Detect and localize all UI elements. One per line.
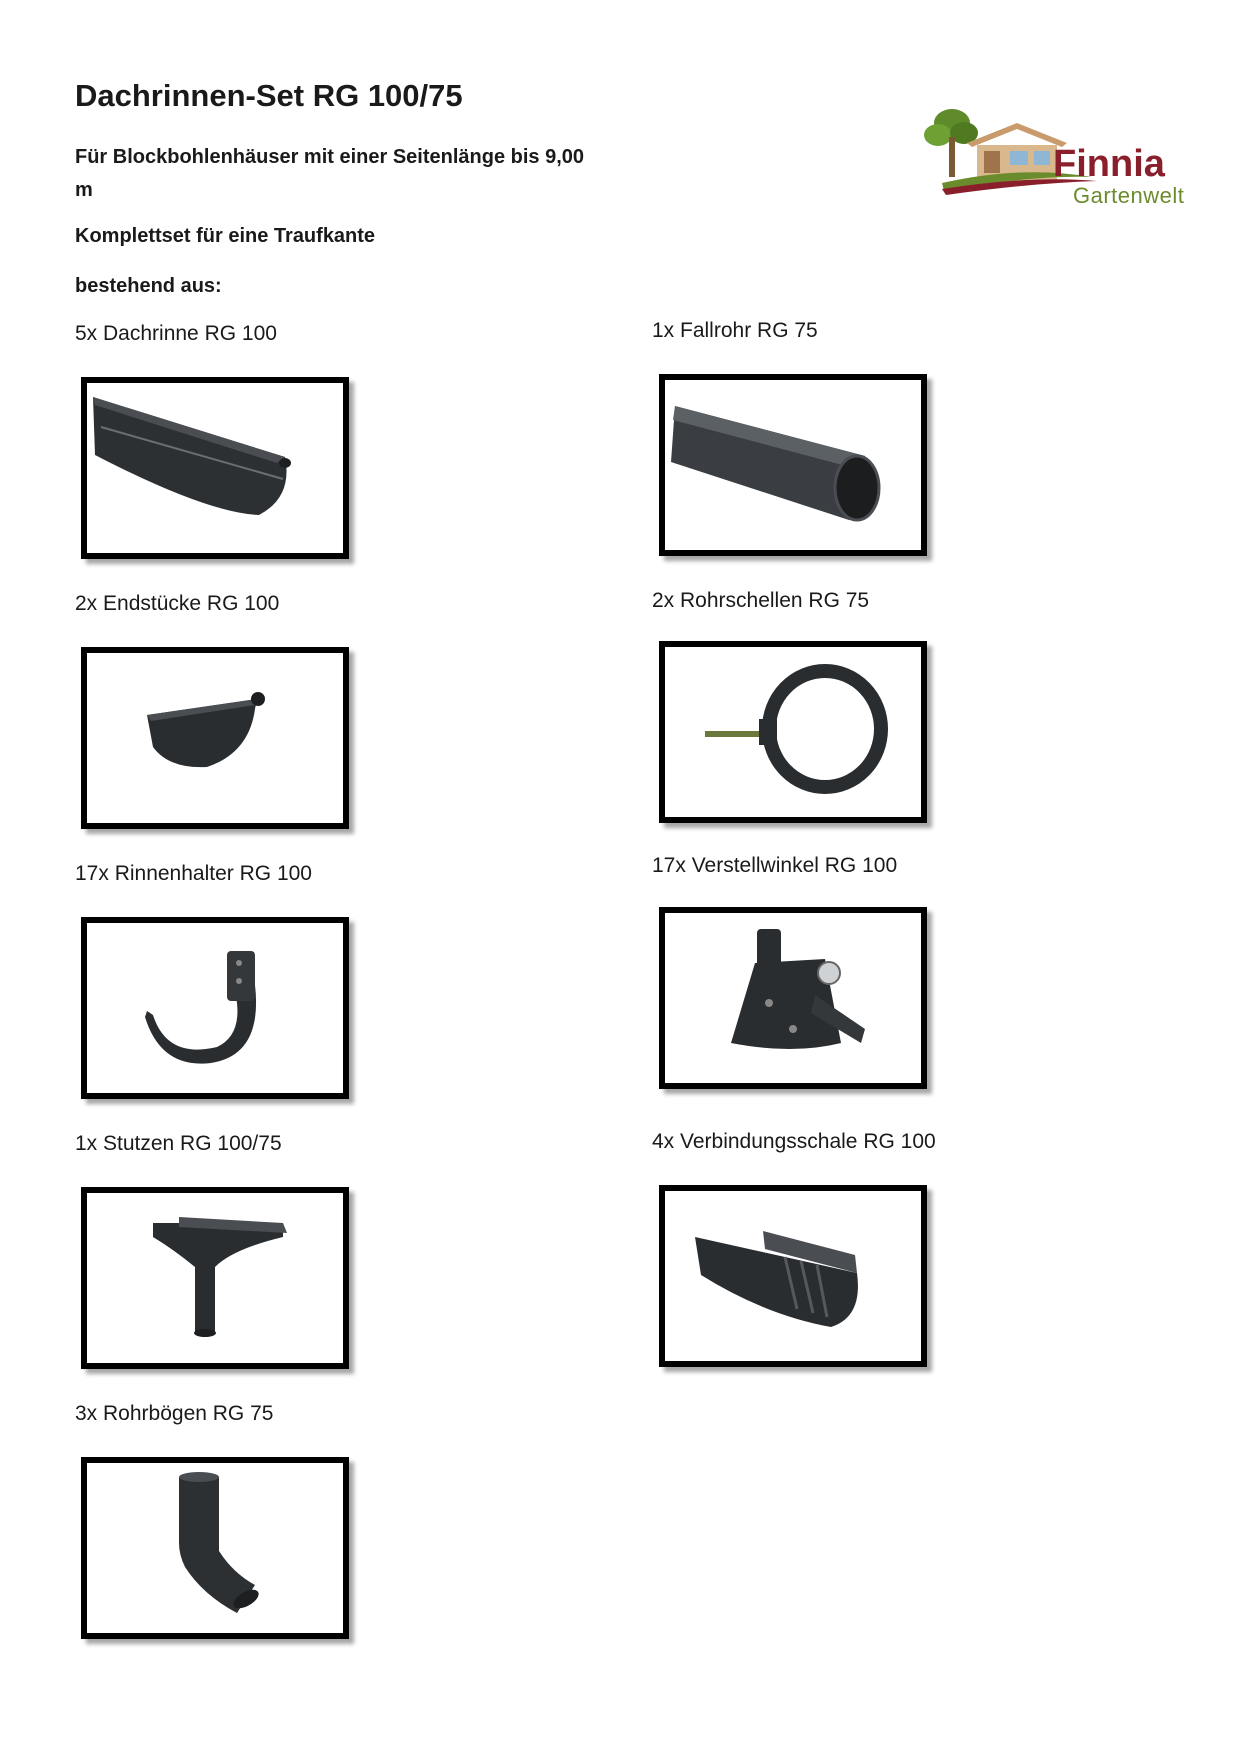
pipe-clamp-icon <box>665 647 921 817</box>
end-cap-icon <box>87 653 343 823</box>
item-image-frame <box>81 917 349 1099</box>
downpipe-icon <box>665 380 921 550</box>
item-image-frame <box>81 1457 349 1639</box>
logo-tagline: Gartenwelt <box>1073 183 1185 208</box>
item-label: 5x Dachrinne RG 100 <box>75 322 277 345</box>
item-image-frame <box>81 647 349 829</box>
item-label: 3x Rohrbögen RG 75 <box>75 1402 274 1425</box>
page-title: Dachrinnen-Set RG 100/75 <box>75 78 463 113</box>
item-image-frame <box>659 1185 927 1367</box>
item-image-frame <box>659 907 927 1089</box>
item-image-frame <box>659 641 927 823</box>
connector-icon <box>665 1191 921 1361</box>
kit-description: Komplettset für eine Traufkante <box>75 225 376 247</box>
item-label: 1x Fallrohr RG 75 <box>652 319 818 342</box>
gutter-bracket-icon <box>87 923 343 1093</box>
pipe-bend-icon <box>87 1463 343 1633</box>
logo-name: Finnia <box>1053 143 1165 185</box>
item-label: 17x Verstellwinkel RG 100 <box>652 854 898 877</box>
gutter-icon <box>87 383 343 553</box>
consists-of-heading: bestehend aus: <box>75 275 222 297</box>
item-label: 4x Verbindungsschale RG 100 <box>652 1130 936 1153</box>
item-image-frame <box>81 1187 349 1369</box>
item-image-frame <box>659 374 927 556</box>
item-label: 2x Endstücke RG 100 <box>75 592 280 615</box>
item-label: 17x Rinnenhalter RG 100 <box>75 862 312 885</box>
item-label: 1x Stutzen RG 100/75 <box>75 1132 282 1155</box>
subtitle: Für Blockbohlenhäuser mit einer Seitenlänge bis 9,00 m <box>75 146 585 201</box>
item-label: 2x Rohrschellen RG 75 <box>652 589 870 612</box>
adjustable-angle-icon <box>665 913 921 1083</box>
item-image-frame <box>81 377 349 559</box>
outlet-icon <box>87 1193 343 1363</box>
